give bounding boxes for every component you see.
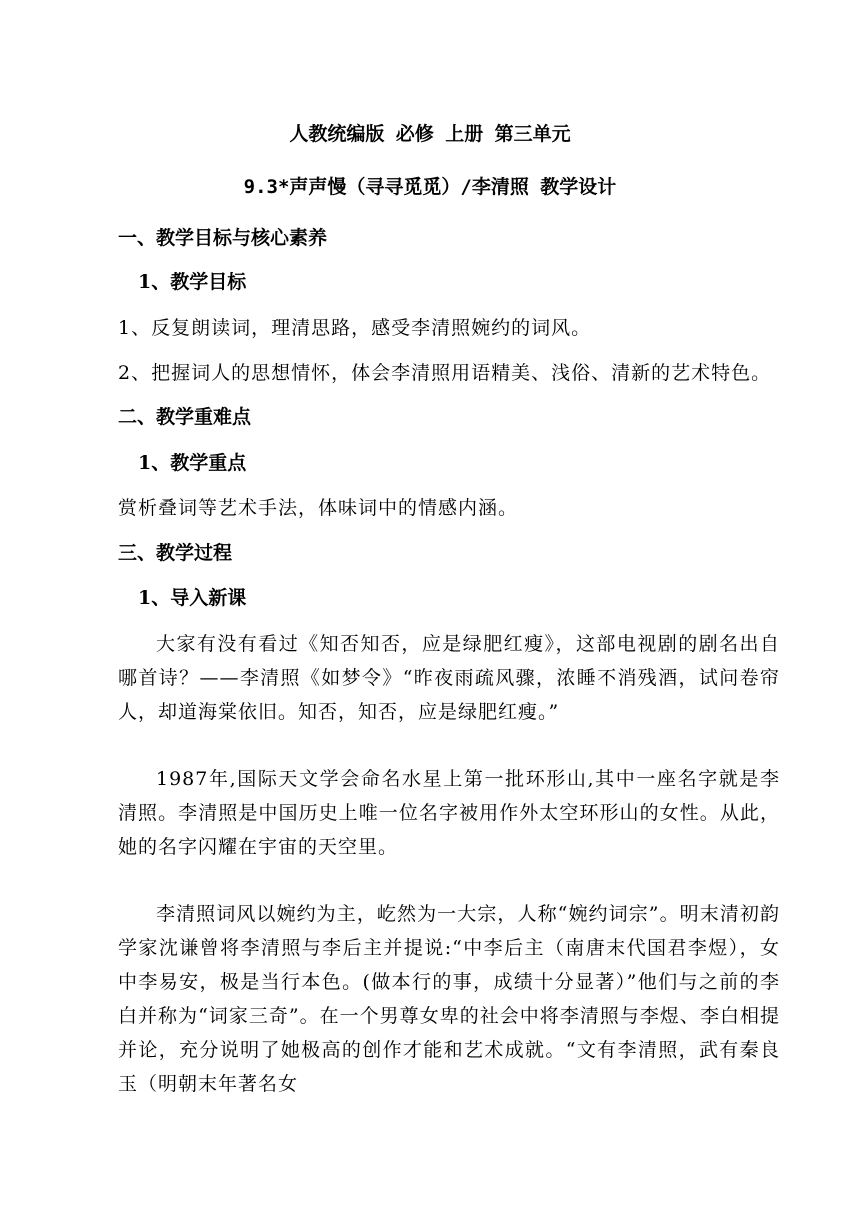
subheading-teaching-goals: 1、教学目标: [138, 271, 247, 293]
paragraph-intro: 大家有没有看过《知否知否，应是绿肥红瘦》，这部电视剧的剧名出自哪首诗？——李清照《如梦令》“昨夜雨疏风骤，浓睡不消残酒，试问卷帘人，却道海棠依旧。知否，知否，应是绿肥红瘦。”: [118, 633, 780, 723]
section-heading-key-points: 二、教学重难点: [118, 406, 252, 428]
section-heading-objectives: 一、教学目标与核心素养: [118, 227, 328, 249]
subheading-teaching-focus: 1、教学重点: [138, 452, 247, 474]
paragraph-crater: 1987年,国际天文学会命名水星上第一批环形山,其中一座名字就是李清照。李清照是中国历史上唯一位名字被用作外太空环形山的女性。从此，她的名字闪耀在宇宙的天空里。: [118, 768, 780, 858]
goal-item-1: 1、反复朗读词，理清思路，感受李清照婉约的词风。: [118, 317, 592, 339]
goal-item-2: 2、把握词人的思想情怀，体会李清照用语精美、浅俗、清新的艺术特色。: [118, 362, 772, 384]
subheading-introduction: 1、导入新课: [138, 587, 247, 609]
document-title-line1: 人教统编版 必修 上册 第三单元: [289, 123, 571, 145]
paragraph-style: 李清照词风以婉约为主，屹然为一大宗，人称“婉约词宗”。明末清初韵学家沈谦曾将李清照与李后主并提说:“中李后主（南唐末代国君李煜），女中李易安，极是当行本色。(做本行的事，成绩十分显著）”他们与之前的李白并称为“词家三奇”。在一个男尊女卑的社会中将李清照与李煜、李白相提并论，充分说明了她极高的创作才能和艺术成就。“文有李清照，武有秦良玉（明朝末年著名女: [118, 903, 780, 1095]
focus-text: 赏析叠词等艺术手法，体味词中的情感内涵。: [118, 497, 519, 519]
document-title-line2: 9.3*声声慢（寻寻觅觅）/李清照 教学设计: [243, 176, 617, 198]
section-heading-process: 三、教学过程: [118, 542, 233, 564]
